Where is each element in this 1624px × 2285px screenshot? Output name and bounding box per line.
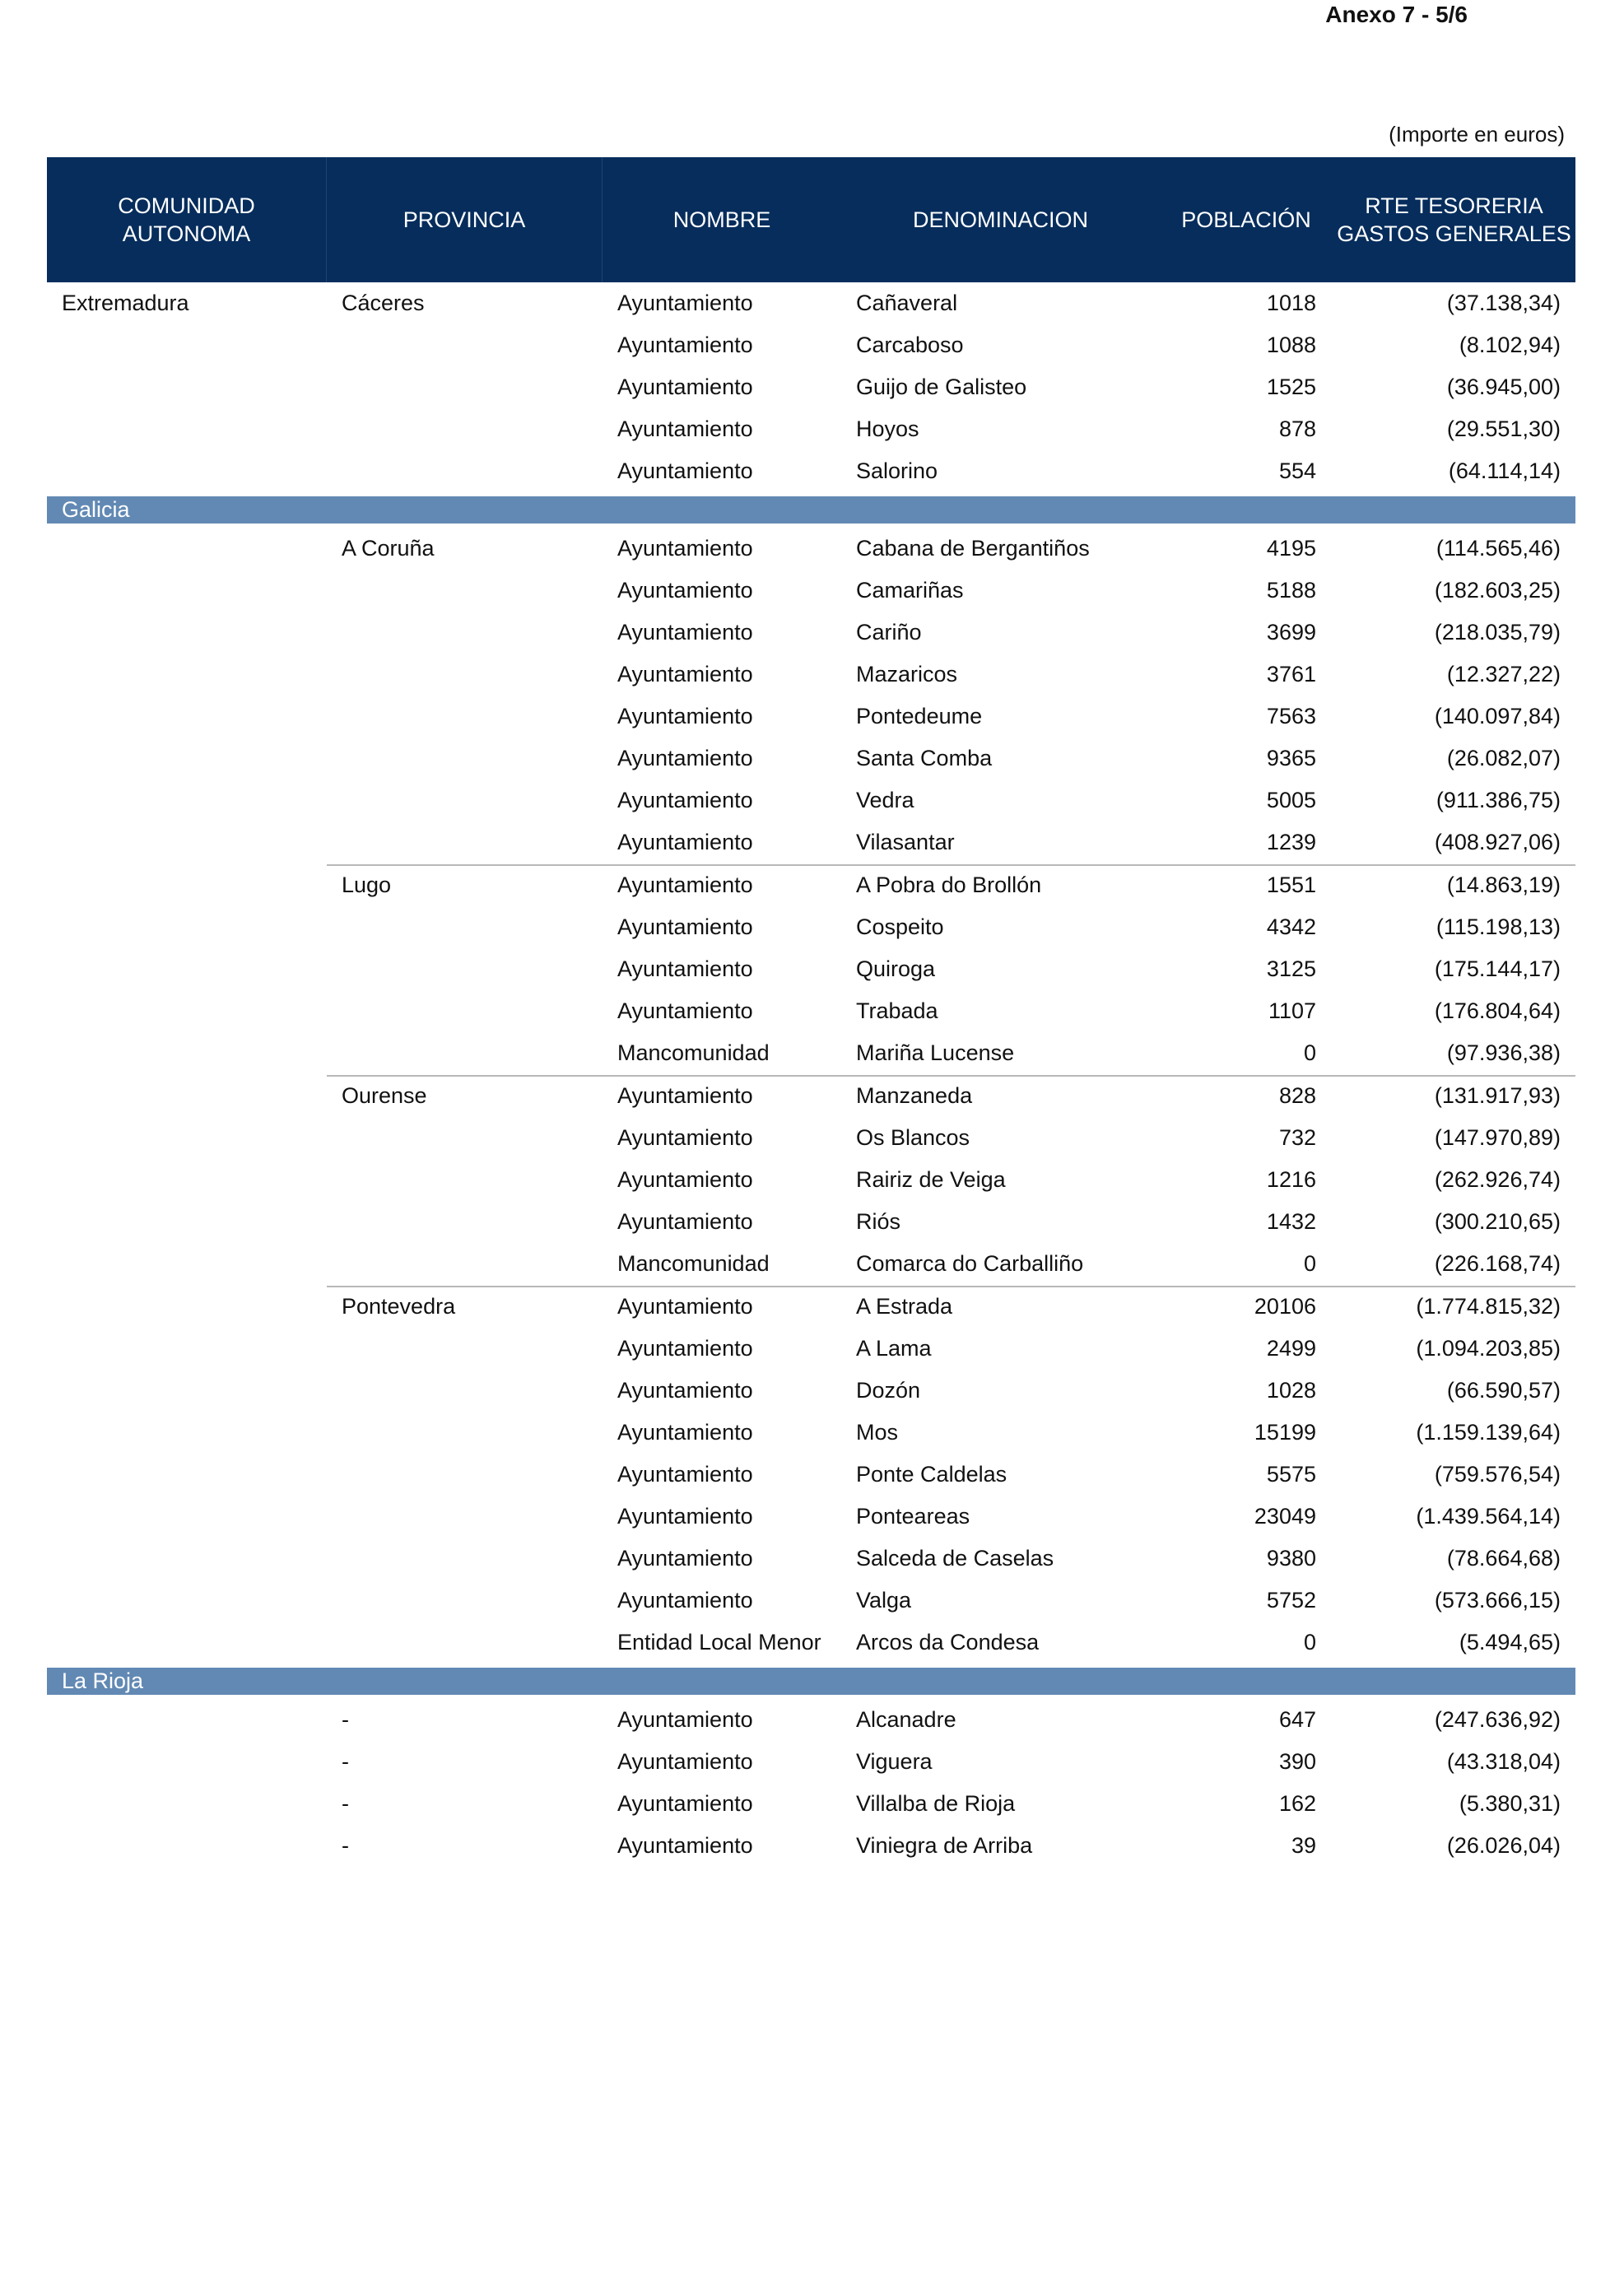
table-row xyxy=(47,1243,1575,1285)
cell-denominacion: Os Blancos xyxy=(856,1125,970,1150)
col-header-nombre: NOMBRE xyxy=(672,207,771,232)
cell-nombre: Ayuntamiento xyxy=(617,746,753,770)
cell-importe: (1.094.203,85) xyxy=(1416,1336,1561,1361)
cell-provincia: A Coruña xyxy=(342,536,435,561)
cell-denominacion: Valga xyxy=(856,1588,912,1613)
table-row xyxy=(47,1825,1575,1867)
cell-importe: (115.198,13) xyxy=(1436,914,1561,939)
cell-nombre: Ayuntamiento xyxy=(617,333,753,357)
province-group xyxy=(47,282,1575,492)
cell-nombre: Ayuntamiento xyxy=(617,1588,753,1613)
cell-poblacion: 554 xyxy=(1278,458,1316,483)
cell-importe: (5.380,31) xyxy=(1459,1791,1561,1816)
cell-poblacion: 5188 xyxy=(1266,578,1316,603)
cell-importe: (26.026,04) xyxy=(1446,1833,1561,1858)
table-row xyxy=(47,282,1575,324)
cell-nombre: Ayuntamiento xyxy=(617,704,753,728)
cell-nombre: Ayuntamiento xyxy=(617,375,753,399)
cell-importe: (218.035,79) xyxy=(1434,620,1561,645)
cell-denominacion: A Pobra do Brollón xyxy=(856,873,1042,897)
table-row xyxy=(47,990,1575,1032)
table-header xyxy=(47,157,1575,282)
cell-importe: (64.114,14) xyxy=(1448,458,1561,483)
cell-denominacion: Salceda de Caselas xyxy=(856,1546,1054,1571)
cell-nombre: Ayuntamiento xyxy=(617,1707,753,1732)
cell-importe: (175.144,17) xyxy=(1434,956,1561,981)
cell-nombre: Ayuntamiento xyxy=(617,1209,753,1234)
cell-nombre: Ayuntamiento xyxy=(617,536,753,561)
cell-nombre: Ayuntamiento xyxy=(617,291,753,315)
cell-importe: (408.927,06) xyxy=(1434,830,1561,854)
cell-nombre: Ayuntamiento xyxy=(617,914,753,939)
table-row xyxy=(47,324,1575,366)
cell-nombre: Ayuntamiento xyxy=(617,1749,753,1774)
cell-nombre: Ayuntamiento xyxy=(617,1378,753,1403)
table-row xyxy=(47,1580,1575,1622)
cell-nombre: Ayuntamiento xyxy=(617,788,753,812)
cell-importe: (78.664,68) xyxy=(1446,1546,1561,1571)
cell-comunidad: Extremadura xyxy=(62,291,189,315)
cell-importe: (147.970,89) xyxy=(1434,1125,1561,1150)
cell-denominacion: Mariña Lucense xyxy=(856,1040,1015,1065)
cell-poblacion: 162 xyxy=(1278,1791,1316,1816)
cell-nombre: Ayuntamiento xyxy=(617,1791,753,1816)
cell-denominacion: A Estrada xyxy=(856,1294,953,1319)
cell-importe: (1.439.564,14) xyxy=(1416,1504,1561,1529)
col-header-provincia: PROVINCIA xyxy=(327,157,603,282)
cell-denominacion: Rairiz de Veiga xyxy=(856,1167,1006,1192)
table-row xyxy=(47,612,1575,654)
cell-poblacion: 9365 xyxy=(1266,746,1316,770)
table-row xyxy=(47,366,1575,408)
cell-nombre: Ayuntamiento xyxy=(617,1294,753,1319)
table-row xyxy=(47,654,1575,696)
province-group xyxy=(47,864,1575,1074)
cell-importe: (36.945,00) xyxy=(1446,375,1561,399)
cell-poblacion: 1239 xyxy=(1266,830,1316,854)
cell-importe: (300.210,65) xyxy=(1434,1209,1561,1234)
col-header-poblacion: POBLACIÓN xyxy=(1181,207,1311,232)
cell-poblacion: 20106 xyxy=(1254,1294,1316,1319)
cell-denominacion: Salorino xyxy=(856,458,938,483)
cell-importe: (14.863,19) xyxy=(1446,873,1561,897)
table-row xyxy=(47,528,1575,570)
table-row xyxy=(47,864,1575,906)
cell-provincia: Cáceres xyxy=(342,291,425,315)
cell-denominacion: Vedra xyxy=(856,788,914,812)
cell-denominacion: Viguera xyxy=(856,1749,933,1774)
table-row xyxy=(47,1328,1575,1370)
cell-denominacion: Mos xyxy=(856,1420,899,1445)
cell-denominacion: Cariño xyxy=(856,620,922,645)
cell-provincia: Lugo xyxy=(342,873,392,897)
cell-denominacion: Villalba de Rioja xyxy=(856,1791,1016,1816)
table-row xyxy=(47,1201,1575,1243)
table-row xyxy=(47,1412,1575,1454)
cell-nombre: Ayuntamiento xyxy=(617,1833,753,1858)
cell-importe: (226.168,74) xyxy=(1434,1251,1561,1276)
cell-denominacion: Pontedeume xyxy=(856,704,983,728)
cell-poblacion: 1432 xyxy=(1266,1209,1316,1234)
cell-importe: (66.590,57) xyxy=(1446,1378,1561,1403)
cell-nombre: Ayuntamiento xyxy=(617,1546,753,1571)
cell-denominacion: Ponte Caldelas xyxy=(856,1462,1007,1487)
table-row xyxy=(47,696,1575,738)
cell-importe: (97.936,38) xyxy=(1446,1040,1561,1065)
table-row xyxy=(47,780,1575,821)
cell-poblacion: 0 xyxy=(1303,1630,1316,1654)
cell-denominacion: Alcanadre xyxy=(856,1707,956,1732)
cell-poblacion: 390 xyxy=(1278,1749,1316,1774)
cell-importe: (1.774.815,32) xyxy=(1416,1294,1561,1319)
cell-nombre: Ayuntamiento xyxy=(617,1167,753,1192)
cell-poblacion: 9380 xyxy=(1266,1546,1316,1571)
cell-provincia: Pontevedra xyxy=(342,1294,456,1319)
cell-poblacion: 732 xyxy=(1278,1125,1316,1150)
cell-nombre: Mancomunidad xyxy=(617,1040,770,1065)
cell-nombre: Ayuntamiento xyxy=(617,620,753,645)
table-row xyxy=(47,1032,1575,1074)
cell-nombre: Ayuntamiento xyxy=(617,1125,753,1150)
cell-importe: (114.565,46) xyxy=(1436,536,1561,561)
cell-denominacion: Cospeito xyxy=(856,914,944,939)
table-row xyxy=(47,1622,1575,1664)
cell-importe: (182.603,25) xyxy=(1434,578,1561,603)
community-band: La Rioja xyxy=(47,1668,1575,1695)
cell-nombre: Ayuntamiento xyxy=(617,662,753,686)
cell-importe: (29.551,30) xyxy=(1446,417,1561,441)
cell-poblacion: 3761 xyxy=(1266,662,1316,686)
cell-poblacion: 1551 xyxy=(1266,873,1316,897)
units-note: (Importe en euros) xyxy=(1389,122,1565,147)
cell-nombre: Ayuntamiento xyxy=(617,1420,753,1445)
cell-denominacion: Dozón xyxy=(856,1378,921,1403)
cell-nombre: Ayuntamiento xyxy=(617,417,753,441)
cell-nombre: Ayuntamiento xyxy=(617,830,753,854)
cell-poblacion: 4342 xyxy=(1266,914,1316,939)
cell-importe: (43.318,04) xyxy=(1446,1749,1561,1774)
cell-importe: (573.666,15) xyxy=(1434,1588,1561,1613)
table-row xyxy=(47,1159,1575,1201)
cell-poblacion: 878 xyxy=(1278,417,1316,441)
table-body xyxy=(47,282,1575,1867)
annex-label: Anexo 7 - 5/6 xyxy=(1325,2,1468,27)
table-row xyxy=(47,738,1575,780)
cell-nombre: Ayuntamiento xyxy=(617,1083,753,1108)
table-row xyxy=(47,570,1575,612)
cell-nombre: Ayuntamiento xyxy=(617,458,753,483)
province-group xyxy=(47,528,1575,863)
cell-nombre: Ayuntamiento xyxy=(617,998,753,1023)
cell-poblacion: 4195 xyxy=(1266,536,1316,561)
table-row xyxy=(47,1286,1575,1328)
cell-poblacion: 1525 xyxy=(1266,375,1316,399)
col-header-comunidad: COMUNIDAD AUTONOMA xyxy=(47,157,327,282)
table-row xyxy=(47,1075,1575,1117)
cell-denominacion: Comarca do Carballiño xyxy=(856,1251,1084,1276)
table-row xyxy=(47,906,1575,948)
cell-importe: (131.917,93) xyxy=(1434,1083,1561,1108)
cell-poblacion: 1107 xyxy=(1268,998,1316,1023)
cell-nombre: Ayuntamiento xyxy=(617,956,753,981)
cell-provincia: - xyxy=(342,1749,349,1774)
table-row xyxy=(47,450,1575,492)
cell-poblacion: 3125 xyxy=(1266,956,1316,981)
cell-importe: (37.138,34) xyxy=(1446,291,1561,315)
cell-importe: (759.576,54) xyxy=(1434,1462,1561,1487)
cell-denominacion: Riós xyxy=(856,1209,901,1234)
cell-poblacion: 0 xyxy=(1303,1251,1316,1276)
cell-provincia: - xyxy=(342,1707,349,1732)
cell-denominacion: Mazaricos xyxy=(856,662,958,686)
cell-poblacion: 5005 xyxy=(1266,788,1316,812)
cell-denominacion: Guijo de Galisteo xyxy=(856,375,1027,399)
cell-poblacion: 1028 xyxy=(1266,1378,1316,1403)
cell-denominacion: Trabada xyxy=(856,998,938,1023)
cell-denominacion: Ponteareas xyxy=(856,1504,970,1529)
cell-denominacion: Camariñas xyxy=(856,578,964,603)
table-row xyxy=(47,821,1575,863)
cell-importe: (12.327,22) xyxy=(1446,662,1561,686)
community-band: Galicia xyxy=(47,496,1575,524)
table-row xyxy=(47,1496,1575,1538)
cell-provincia: - xyxy=(342,1833,349,1858)
cell-denominacion: Quiroga xyxy=(856,956,936,981)
cell-poblacion: 1088 xyxy=(1266,333,1316,357)
cell-nombre: Ayuntamiento xyxy=(617,578,753,603)
cell-importe: (5.494,65) xyxy=(1459,1630,1561,1654)
table-row xyxy=(47,1117,1575,1159)
cell-poblacion: 3699 xyxy=(1266,620,1316,645)
cell-nombre: Ayuntamiento xyxy=(617,1336,753,1361)
cell-denominacion: Hoyos xyxy=(856,417,919,441)
cell-importe: (911.386,75) xyxy=(1436,788,1561,812)
cell-denominacion: Arcos da Condesa xyxy=(856,1630,1040,1654)
table-row xyxy=(47,1454,1575,1496)
table-row xyxy=(47,408,1575,450)
cell-nombre: Mancomunidad xyxy=(617,1251,770,1276)
cell-importe: (140.097,84) xyxy=(1434,704,1561,728)
cell-nombre: Entidad Local Menor xyxy=(617,1630,821,1654)
cell-importe: (26.082,07) xyxy=(1446,746,1561,770)
cell-denominacion: A Lama xyxy=(856,1336,932,1361)
col-header-importe: RTE TESORERIA GASTOS GENERALES xyxy=(1337,193,1571,246)
cell-denominacion: Manzaneda xyxy=(856,1083,973,1108)
province-group xyxy=(47,1075,1575,1285)
cell-importe: (1.159.139,64) xyxy=(1416,1420,1561,1445)
cell-poblacion: 1216 xyxy=(1266,1167,1316,1192)
cell-poblacion: 23049 xyxy=(1254,1504,1316,1529)
cell-poblacion: 1018 xyxy=(1266,291,1316,315)
cell-provincia: - xyxy=(342,1791,349,1816)
cell-denominacion: Santa Comba xyxy=(856,746,993,770)
cell-denominacion: Cañaveral xyxy=(856,291,958,315)
cell-poblacion: 2499 xyxy=(1266,1336,1316,1361)
cell-nombre: Ayuntamiento xyxy=(617,1504,753,1529)
cell-nombre: Ayuntamiento xyxy=(617,1462,753,1487)
cell-poblacion: 828 xyxy=(1278,1083,1316,1108)
cell-nombre: Ayuntamiento xyxy=(617,873,753,897)
cell-poblacion: 647 xyxy=(1278,1707,1316,1732)
cell-poblacion: 0 xyxy=(1303,1040,1316,1065)
cell-poblacion: 5752 xyxy=(1266,1588,1316,1613)
cell-denominacion: Vilasantar xyxy=(856,830,955,854)
data-table xyxy=(47,157,1575,1867)
table-row xyxy=(47,1741,1575,1783)
table-row xyxy=(47,1783,1575,1825)
cell-denominacion: Cabana de Bergantiños xyxy=(856,536,1090,561)
cell-denominacion: Viniegra de Arriba xyxy=(856,1833,1033,1858)
cell-importe: (262.926,74) xyxy=(1434,1167,1561,1192)
cell-poblacion: 5575 xyxy=(1266,1462,1316,1487)
cell-importe: (247.636,92) xyxy=(1434,1707,1561,1732)
cell-poblacion: 15199 xyxy=(1254,1420,1316,1445)
cell-importe: (8.102,94) xyxy=(1459,333,1561,357)
province-group xyxy=(47,1286,1575,1664)
col-header-denominacion: DENOMINACION xyxy=(912,207,1088,232)
province-group xyxy=(47,1699,1575,1867)
table-row xyxy=(47,1370,1575,1412)
cell-poblacion: 39 xyxy=(1291,1833,1316,1858)
table-row xyxy=(47,1538,1575,1580)
cell-provincia: Ourense xyxy=(342,1083,427,1108)
table-row xyxy=(47,1699,1575,1741)
cell-importe: (176.804,64) xyxy=(1434,998,1561,1023)
table-row xyxy=(47,948,1575,990)
cell-poblacion: 7563 xyxy=(1266,704,1316,728)
cell-denominacion: Carcaboso xyxy=(856,333,964,357)
